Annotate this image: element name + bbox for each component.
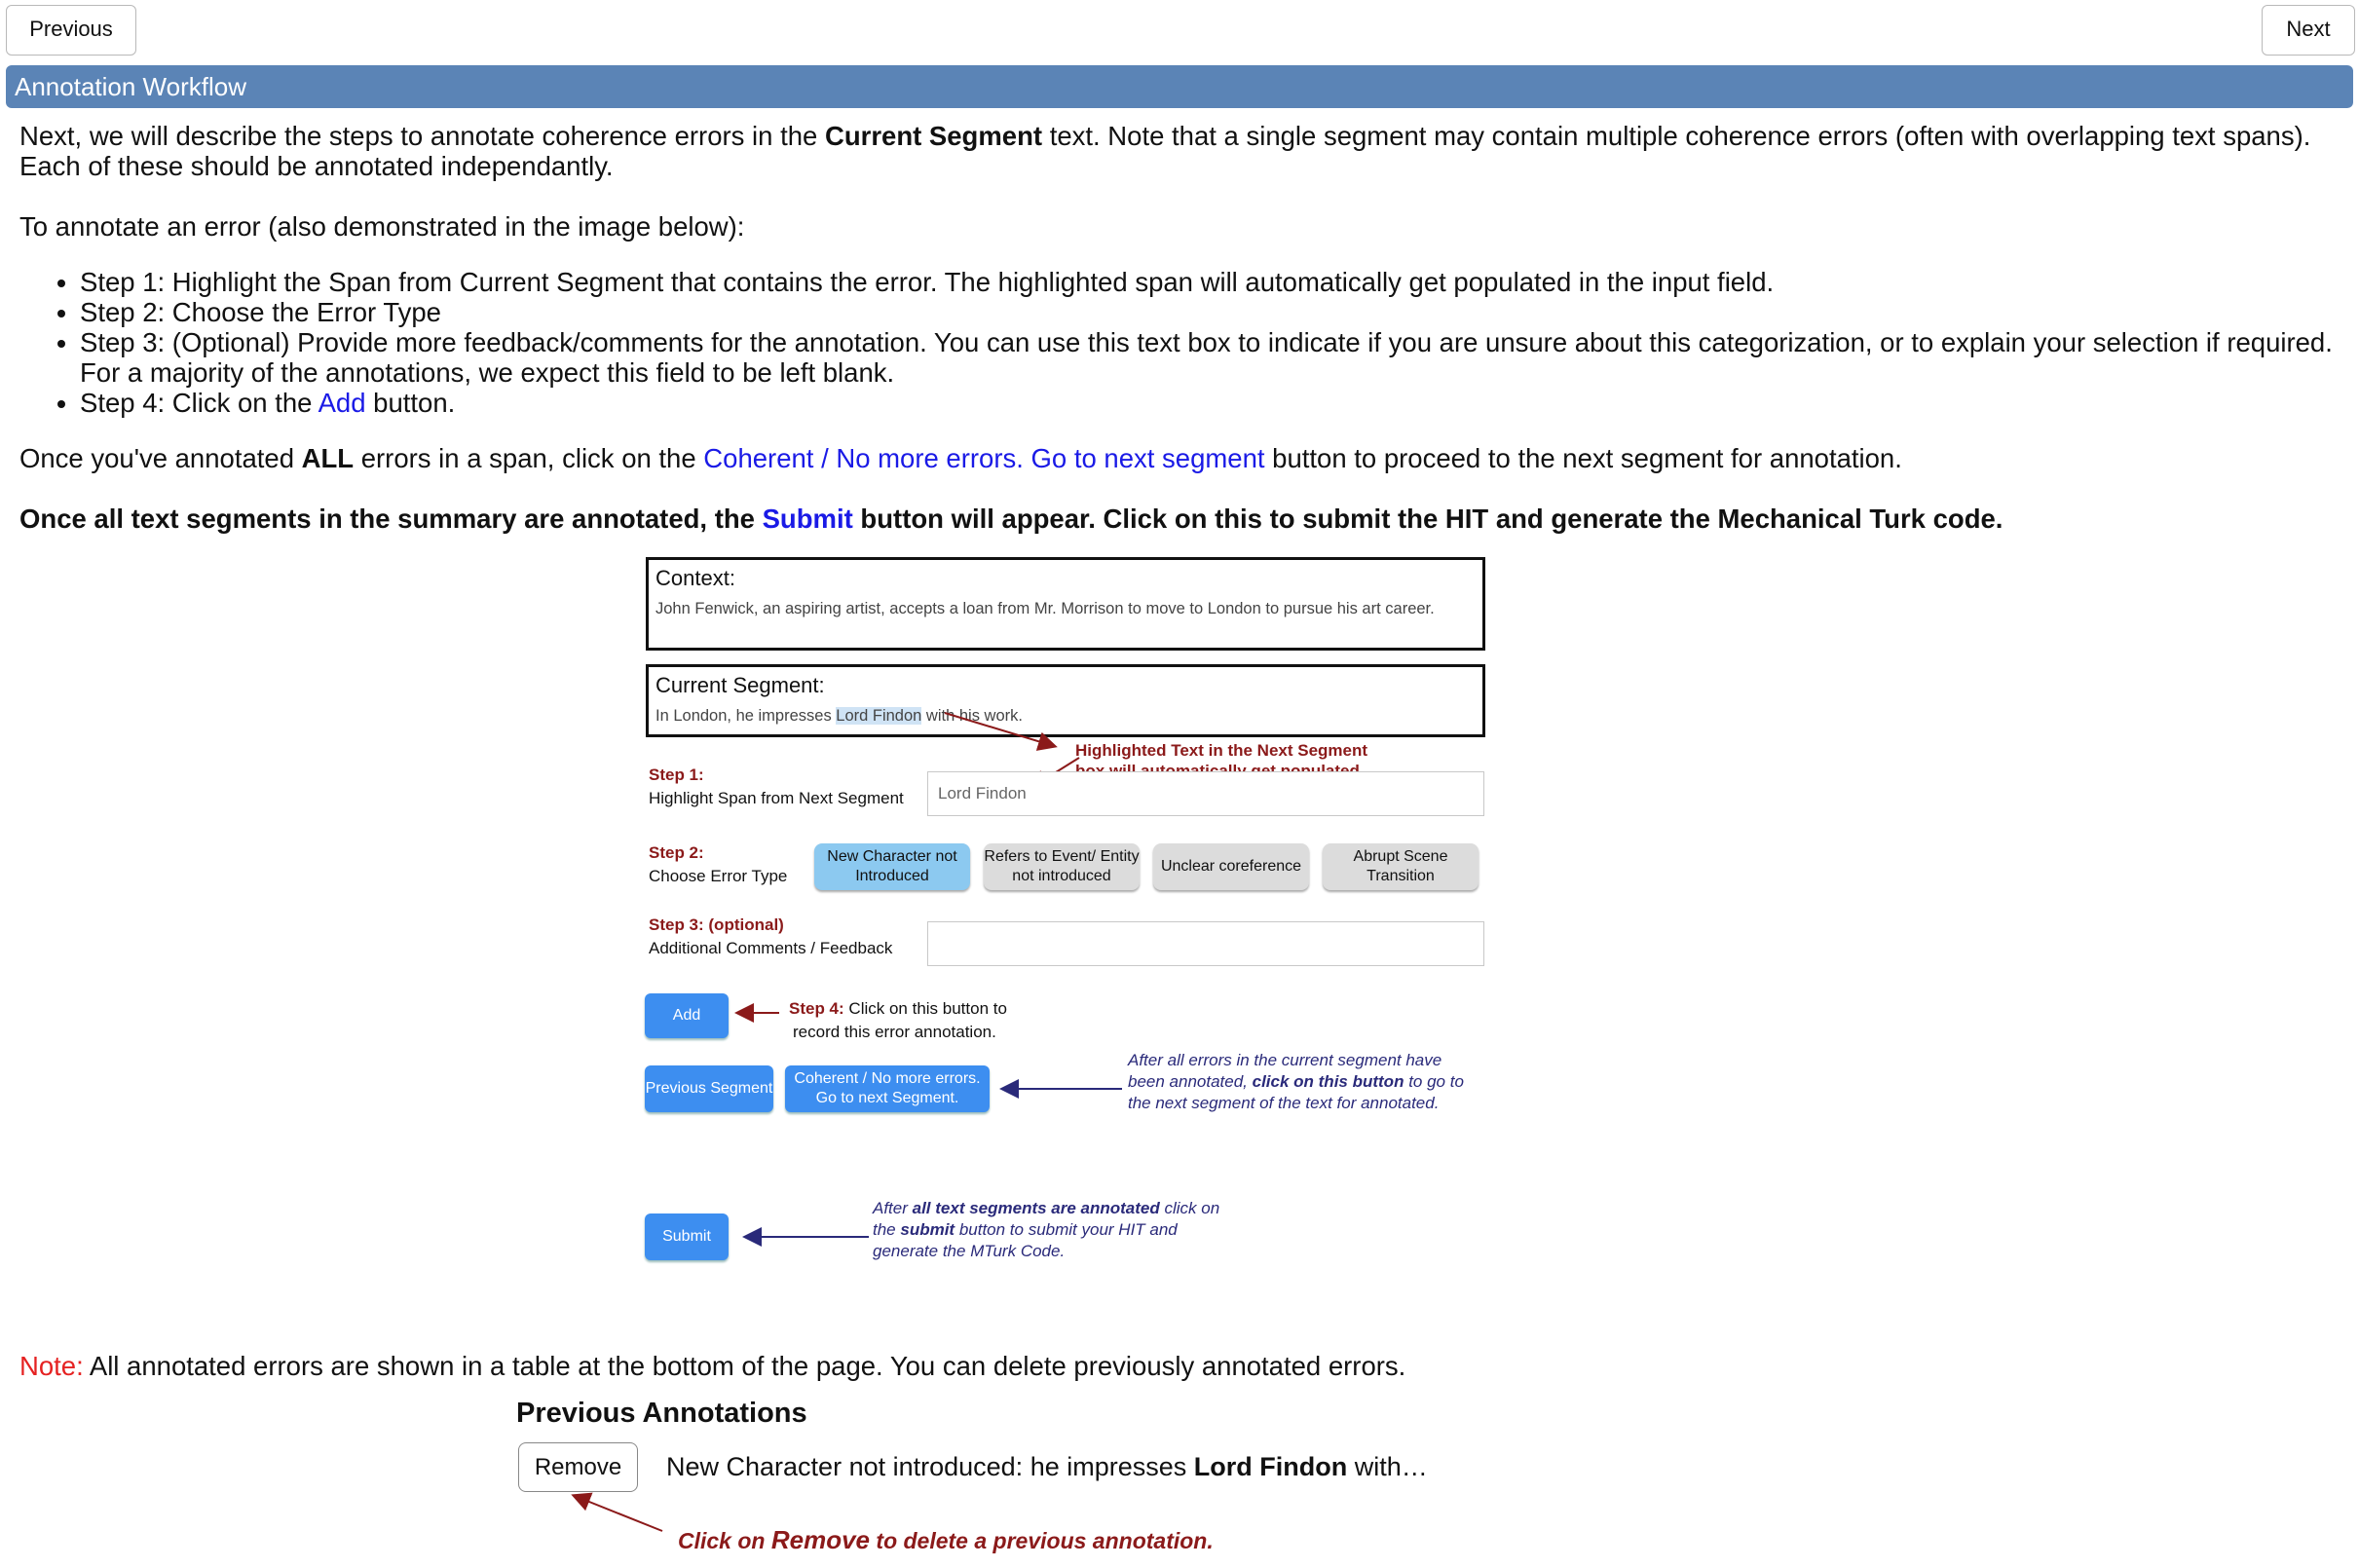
previous-button[interactable]: Previous	[6, 5, 136, 56]
submit-line: Once all text segments in the summary are annotated, the Submit button will appear. Click on this to submit the HIT and generate the Mechanical Turk code.	[19, 504, 2003, 534]
highlighted-span: Lord Findon	[836, 707, 922, 725]
section-header: Annotation Workflow	[6, 65, 2353, 108]
steps-list	[19, 267, 2347, 418]
step-4: • Step 4: Click on the Add button.	[80, 388, 2347, 418]
previous-segment-button[interactable]: Previous Segment	[645, 1065, 773, 1112]
error-type-new-character[interactable]: New Character not Introduced	[814, 843, 970, 890]
step-1: • Step 1: Highlight the Span from Current Segment that contains the error. The highlighted span will automatically get populated in the input field.	[80, 267, 2347, 297]
instructions	[19, 121, 2347, 534]
step-2: • Step 2: Choose the Error Type	[80, 297, 2347, 327]
remove-hint: Click on Remove to delete a previous annotation.	[678, 1525, 1214, 1554]
error-type-event-entity[interactable]: Refers to Event/ Entity not introduced	[984, 843, 1140, 890]
error-type-unclear-coreference[interactable]: Unclear coreference	[1153, 843, 1309, 890]
step-3: • Step 3: (Optional) Provide more feedback/comments for the annotation. You can use this text box to indicate if you are unsure about this categorization, or to explain your selection if required. For a majority of the annotations, we expect this field to be left blank.	[80, 327, 2347, 388]
current-segment-box: Current Segment: In London, he impresses Lord Findon with his work.	[646, 664, 1485, 737]
figure-arrows	[643, 555, 1490, 1266]
previous-annotations-title: Previous Annotations	[516, 1398, 807, 1429]
step3-label: Step 3: (optional) Additional Comments / Feedback	[649, 915, 893, 957]
submit-button[interactable]: Submit	[645, 1213, 729, 1260]
annotation-entry: New Character not introduced: he impresses Lord Findon with…	[666, 1452, 1428, 1481]
span-input[interactable]: Lord Findon	[927, 771, 1484, 816]
add-button[interactable]: Add	[645, 993, 729, 1038]
error-type-abrupt-scene[interactable]: Abrupt Scene Transition	[1323, 843, 1479, 890]
step1-label: Step 1: Highlight Span from Next Segment	[649, 765, 904, 807]
step4-callout: Step 4: Click on this button to record this error annotation.	[789, 999, 1007, 1041]
intro-paragraph: Next, we will describe the steps to annotate coherence errors in the Current Segment text. Note that a single segment may contain multiple coherence errors (often with overlapping text spans). Each of these should be annotated independantly.	[19, 121, 2311, 181]
once-annotated-line: Once you've annotated ALL errors in a span, click on the Coherent / No more errors. Go to next segment button to proceed to the next segment for annotation.	[19, 443, 1902, 473]
context-box: Context: John Fenwick, an aspiring artist, accepts a loan from Mr. Morrison to move to London to pursue his art career.	[646, 557, 1485, 651]
note-line: Note: All annotated errors are shown in a table at the bottom of the page. You can delete previously annotated errors.	[19, 1351, 1406, 1381]
remove-button[interactable]: Remove	[518, 1442, 638, 1492]
step2-label: Step 2: Choose Error Type	[649, 843, 788, 885]
how-to-line: To annotate an error (also demonstrated in the image below):	[19, 211, 745, 242]
comments-input[interactable]	[927, 921, 1484, 966]
next-segment-note: After all errors in the current segment have been annotated, click on this button to go to the next segment of the text for annotated.	[1128, 1051, 1464, 1112]
submit-note: After all text segments are annotated click on the submit button to submit your HIT and generate the MTurk Code.	[873, 1199, 1220, 1260]
next-button[interactable]: Next	[2262, 5, 2355, 56]
highlight-callout: Highlighted Text in the Next Segment	[1075, 741, 1368, 760]
coherent-next-button[interactable]: Coherent / No more errors. Go to next Segment.	[785, 1065, 990, 1112]
workflow-figure	[643, 555, 1490, 1266]
remove-arrow	[565, 1490, 682, 1539]
